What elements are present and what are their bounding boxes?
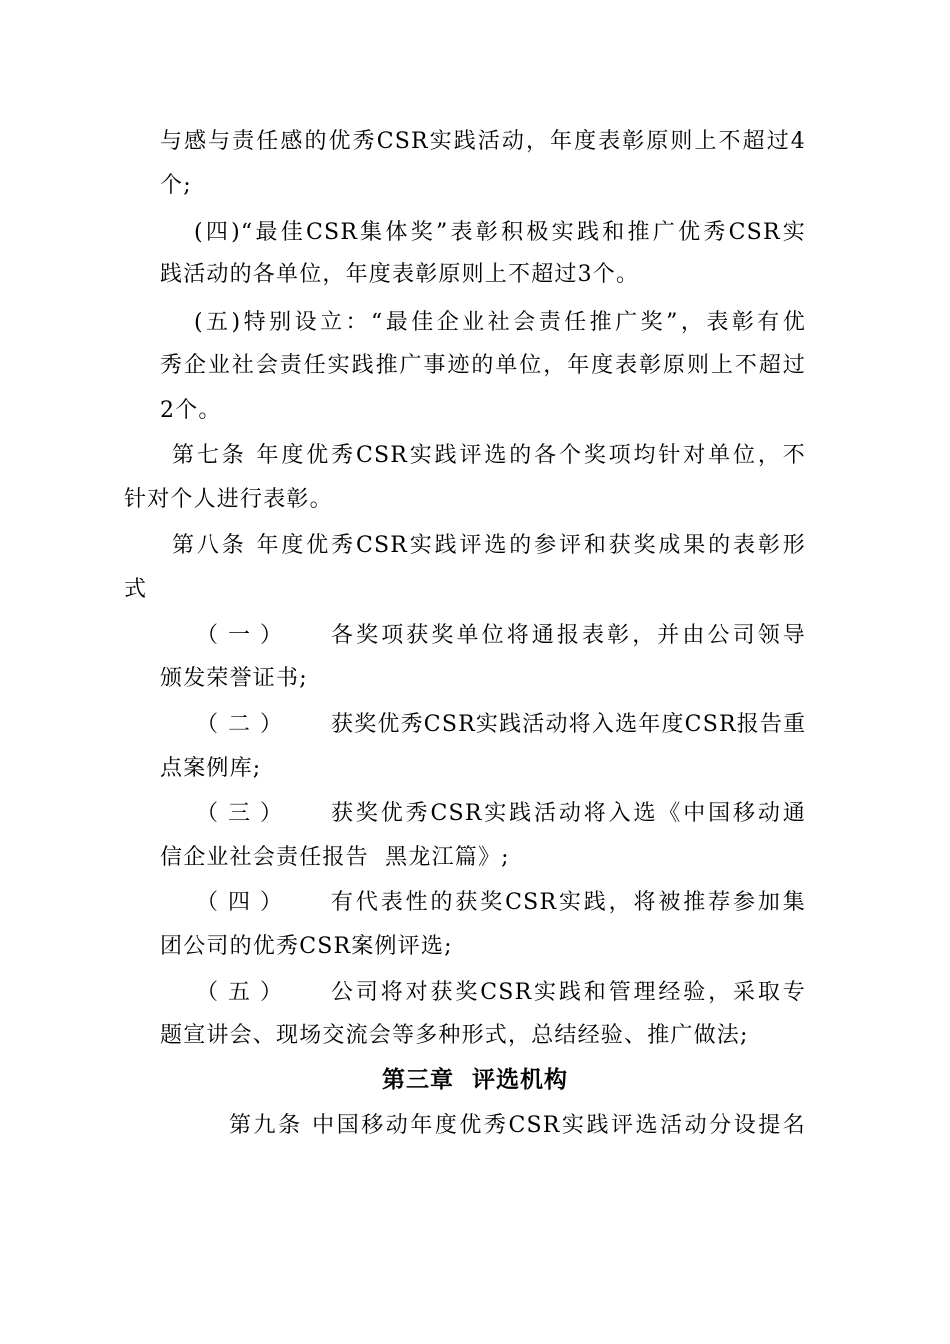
list-item-text: 有代表性的获奖CSR实践，将被推荐参加集 bbox=[331, 890, 806, 915]
chapter-heading: 第三章 评选机构 bbox=[381, 1067, 568, 1093]
list-item-text: 各奖项获奖单位将通报表彰，并由公司领导 bbox=[331, 623, 806, 648]
paragraph-line: 与感与责任感的优秀CSR实践活动，年度表彰原则上不超过4 bbox=[160, 129, 806, 154]
article-line: 第九条 中国移动年度优秀CSR实践评选活动分设提名 bbox=[229, 1113, 806, 1138]
list-item-text: 公司将对获奖CSR实践和管理经验，采取专 bbox=[331, 980, 806, 1005]
paragraph-line: 式 bbox=[124, 577, 148, 602]
list-number: （二） bbox=[196, 712, 293, 737]
list-number: （五） bbox=[196, 980, 293, 1005]
list-number: （三） bbox=[196, 801, 293, 826]
paragraph-line: 2个。 bbox=[160, 398, 222, 423]
paragraph-line: 颁发荣誉证书; bbox=[160, 666, 308, 691]
list-item-text: 获奖优秀CSR实践活动将入选《中国移动通 bbox=[331, 801, 806, 826]
paragraph-line: 个; bbox=[160, 173, 192, 198]
paragraph-line: (五)特别设立：“最佳企业社会责任推广奖”，表彰有优 bbox=[194, 310, 806, 335]
paragraph-line: 信企业社会责任报告 黑龙江篇》; bbox=[160, 845, 510, 870]
paragraph-line: 秀企业社会责任实践推广事迹的单位，年度表彰原则上不超过 bbox=[160, 353, 806, 378]
paragraph-line: 点案例库; bbox=[160, 756, 262, 781]
paragraph-line: 团公司的优秀CSR案例评选; bbox=[160, 934, 453, 959]
list-number: （一） bbox=[196, 623, 293, 648]
paragraph-line: (四)“最佳CSR集体奖”表彰积极实践和推广优秀CSR实 bbox=[194, 220, 806, 245]
paragraph-line: 践活动的各单位，年度表彰原则上不超过3个。 bbox=[160, 262, 640, 287]
paragraph-line: 题宣讲会、现场交流会等多种形式，总结经验、推广做法; bbox=[160, 1023, 749, 1048]
article-line: 第七条 年度优秀CSR实践评选的各个奖项均针对单位，不 bbox=[172, 443, 806, 468]
paragraph-line: 针对个人进行表彰。 bbox=[124, 487, 333, 512]
article-line: 第八条 年度优秀CSR实践评选的参评和获奖成果的表彰形 bbox=[172, 533, 806, 558]
list-number: （四） bbox=[196, 890, 293, 915]
list-item-text: 获奖优秀CSR实践活动将入选年度CSR报告重 bbox=[331, 712, 807, 737]
